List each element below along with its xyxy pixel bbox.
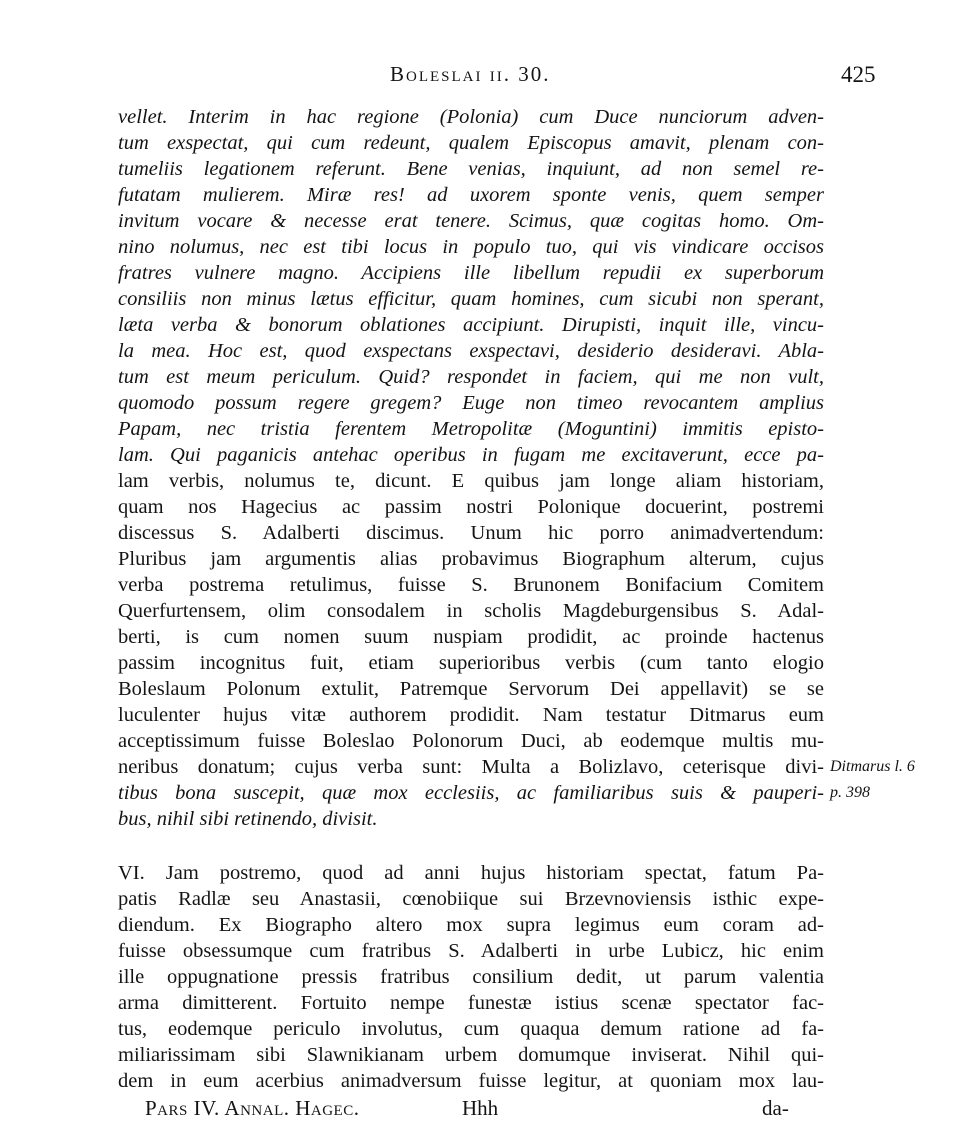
text-line: vellet. Interim in hac regione (Polonia) cum Duce nunciorum adven- (118, 106, 824, 128)
text-line: verba postrema retulimus, fuisse S. Brunonem Bonifacium Comitem (118, 574, 824, 596)
text-line: invitum vocare & necesse erat tenere. Scimus, quæ cogitas homo. Om- (118, 210, 824, 232)
sheet-signature-mark: Hhh (462, 1096, 499, 1120)
text-line: tus, eodemque periculo involutus, cum quaqua demum ratione ad fa- (118, 1018, 824, 1040)
text-line: arma dimitterent. Fortuito nempe funestæ istius scenæ spectator fac- (118, 992, 824, 1014)
text-line: lam. Qui paganicis antehac operibus in fugam me excitaverunt, ecce pa- (118, 444, 824, 466)
text-line: diendum. Ex Biographo altero mox supra legimus eum coram ad- (118, 914, 824, 936)
text-line: Papam, nec tristia ferentem Metropolitæ (Moguntini) immitis episto- (118, 418, 824, 440)
text-line: futatam mulierem. Miræ res! ad uxorem sponte venis, quem semper (118, 184, 824, 206)
text-line: VI. Jam postremo, quod ad anni hujus historiam spectat, fatum Pa- (118, 862, 824, 884)
text-line: dem in eum acerbius animadversum fuisse legitur, at quoniam mox lau- (118, 1070, 824, 1092)
text-line: neribus donatum; cujus verba sunt: Multa a Bolizlavo, ceterisque divi- (118, 756, 824, 778)
text-line: lam verbis, nolumus te, dicunt. E quibus jam longe aliam historiam, (118, 470, 824, 492)
signature-line: Pars IV. Annal. Hagec. (145, 1096, 360, 1120)
text-line: fratres vulnere magno. Accipiens ille libellum repudii ex superborum (118, 262, 824, 284)
text-line: quomodo possum regere gregem? Euge non timeo revocantem amplius (118, 392, 824, 414)
catchword: da- (762, 1096, 789, 1120)
text-line: luculenter hujus vitæ authorem prodidit. Nam testatur Ditmarus eum (118, 704, 824, 726)
text-line: la mea. Hoc est, quod exspectans exspectavi, desiderio desideravi. Abla- (118, 340, 824, 362)
text-line: passim incognitus fuit, etiam superioribus verbis (cum tanto elogio (118, 652, 824, 674)
text-line: tum est meum periculum. Quid? respondet in faciem, qui me non vult, (118, 366, 824, 388)
text-line: bus, nihil sibi retinendo, divisit. (118, 808, 378, 830)
text-line: læta verba & bonorum oblationes accipiunt. Dirupisti, inquit ille, vincu- (118, 314, 824, 336)
text-line: consiliis non minus lætus efficitur, quam homines, cum sicubi non sperant, (118, 288, 824, 310)
text-line: nino nolumus, nec est tibi locus in populo tuo, qui vis vindicare occisos (118, 236, 824, 258)
text-line: Pluribus jam argumentis alias probavimus Biographum alterum, cujus (118, 548, 824, 570)
text-line: patis Radlæ seu Anastasii, cœnobiique sui Brzevnoviensis isthic expe- (118, 888, 824, 910)
text-line: Querfurtensem, olim consodalem in scholis Magdeburgensibus S. Adal- (118, 600, 824, 622)
text-line: acceptissimum fuisse Boleslao Polonorum Duci, ab eodemque multis mu- (118, 730, 824, 752)
text-line: Boleslaum Polonum extulit, Patremque Servorum Dei appellavit) se se (118, 678, 824, 700)
margin-note-ref: Ditmarus l. 6 (830, 758, 915, 775)
text-line: fuisse obsessumque cum fratribus S. Adalberti in urbe Lubicz, hic enim (118, 940, 824, 962)
text-line: tumeliis legationem referunt. Bene venias, inquiunt, ad non semel re- (118, 158, 824, 180)
text-line: tibus bona suscepit, quæ mox ecclesiis, ac familiaribus suis & pauperi- (118, 782, 824, 804)
text-line: miliarissimam sibi Slawnikianam urbem domumque inviserat. Nihil qui- (118, 1044, 824, 1066)
page-header (0, 62, 960, 98)
running-title: Boleslai ii. 30. (390, 62, 551, 86)
text-line: tum exspectat, qui cum redeunt, qualem Episcopus amavit, plenam con- (118, 132, 824, 154)
text-line: quam nos Hagecius ac passim nostri Polonique docuerint, postremi (118, 496, 824, 518)
text-line: ille oppugnatione pressis fratribus consilium dedit, ut parum valentia (118, 966, 824, 988)
page-footer (0, 1096, 960, 1126)
page-number: 425 (841, 62, 876, 87)
text-line: discessus S. Adalberti discimus. Unum hic porro animadvertendum: (118, 522, 824, 544)
text-line: berti, is cum nomen suum nuspiam prodidit, ac proinde hactenus (118, 626, 824, 648)
margin-note-page: p. 398 (830, 784, 870, 801)
